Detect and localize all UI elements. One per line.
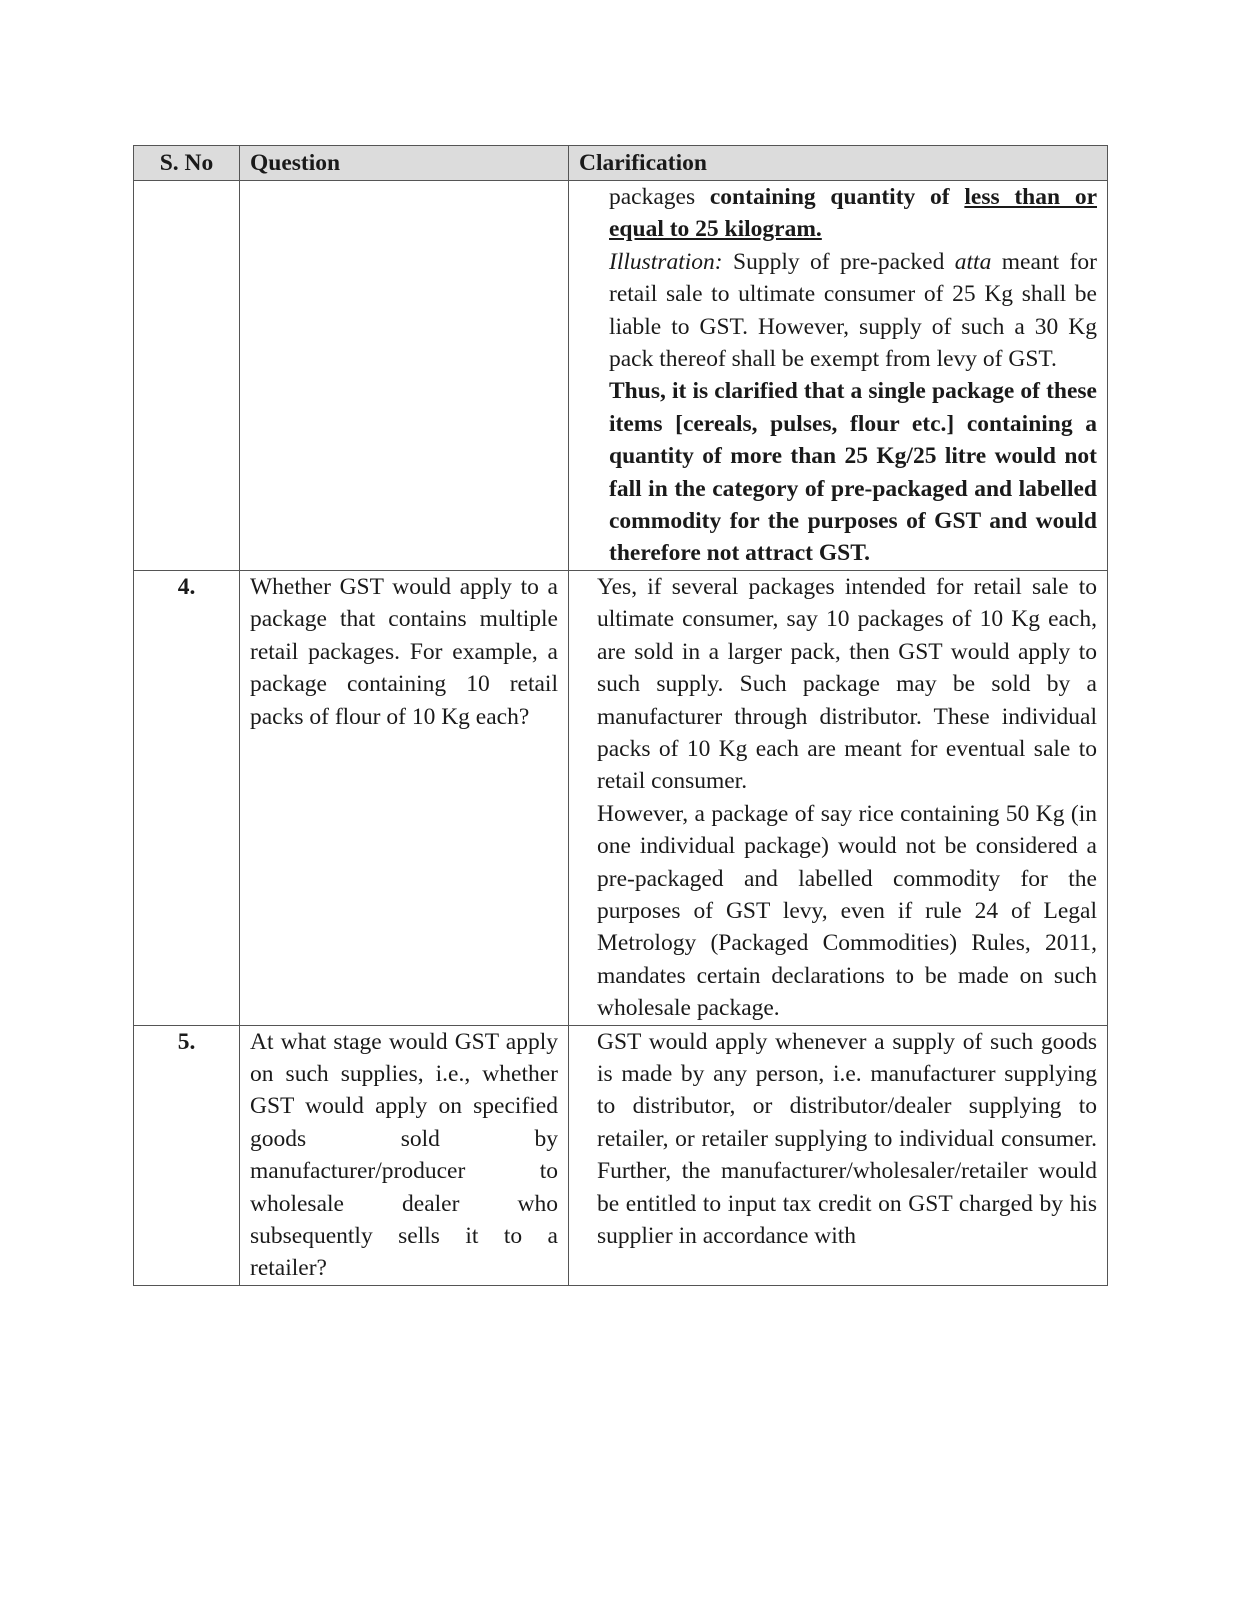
header-clarification: Clarification — [569, 146, 1108, 181]
header-sno: S. No — [134, 146, 240, 181]
table-row-continued — [134, 181, 1108, 571]
clarification-paragraph: GST would apply whenever a supply of such goods is made by any person, i.e. manufacturer supplying to distributor, or distributor/dealer supplying to retailer, or retailer supplying to individual consumer. Further, the manufacturer/wholesaler/retailer would be entitled to input tax credit on GST charged by his supplier in accordance with — [597, 1028, 1097, 1249]
italic-term: atta — [954, 248, 992, 275]
clarification-cell — [569, 1025, 1108, 1285]
faq-table — [133, 145, 1108, 1286]
question-cell-empty — [240, 181, 569, 571]
header-row — [134, 146, 1108, 181]
clarification-paragraph: However, a package of say rice containing 50 Kg (in one individual package) would not be considered a pre-packaged and labelled commodity for the purposes of GST levy, even if rule 24 of Legal Metrology (Packaged Commodities) Rules, 2011, mandates certain declarations to be made on such wholesale package. — [597, 800, 1097, 1022]
bold-underlined-text: less than or equal to 25 kilogram. — [609, 184, 1097, 243]
illustration-paragraph — [609, 246, 1097, 376]
clarification-cell — [569, 570, 1108, 1025]
illustration-label: Illustration: — [609, 248, 723, 275]
bold-text: containing quantity of — [709, 184, 965, 210]
header-question: Question — [240, 146, 569, 181]
table-row-4 — [134, 570, 1108, 1025]
clarification-paragraph — [609, 181, 1097, 246]
question-cell: At what stage would GST apply on such supplies, i.e., whether GST would apply on specified goods sold by manufacturer/producer to wholesale dealer who subsequently sells it to a retailer? — [240, 1025, 569, 1285]
text-segment: Supply of pre-packed — [722, 248, 955, 275]
table-row-5 — [134, 1025, 1108, 1285]
question-cell: Whether GST would apply to a package that contains multiple retail packages. For example, a package containing 10 retail packs of flour of 10 Kg each? — [240, 570, 569, 1025]
text-segment: meant for retail sale to ultimate consumer of 25 Kg shall be liable to GST. However, supply of such a 30 Kg pack thereof shall be exempt from levy of GST. — [609, 248, 1097, 373]
conclusion-paragraph: Thus, it is clarified that a single package of these items [cereals, pulses, flour etc.] containing a quantity of more than 25 Kg/25 litre would not fall in the category of pre-packaged and labelled commodity for the purposes of GST and would therefore not attract GST. — [609, 378, 1097, 567]
sno-cell-empty — [134, 181, 240, 571]
sno-cell: 5. — [134, 1025, 240, 1285]
clarification-paragraph: Yes, if several packages intended for retail sale to ultimate consumer, say 10 packages of 10 Kg each, are sold in a larger pack, then GST would apply to such supply. Such package may be sold by a manufacturer through distributor. These individual packs of 10 Kg each are meant for eventual sale to retail consumer. — [597, 573, 1097, 795]
clarification-cell — [569, 181, 1108, 571]
sno-cell: 4. — [134, 570, 240, 1025]
text-segment: packages — [609, 184, 710, 210]
